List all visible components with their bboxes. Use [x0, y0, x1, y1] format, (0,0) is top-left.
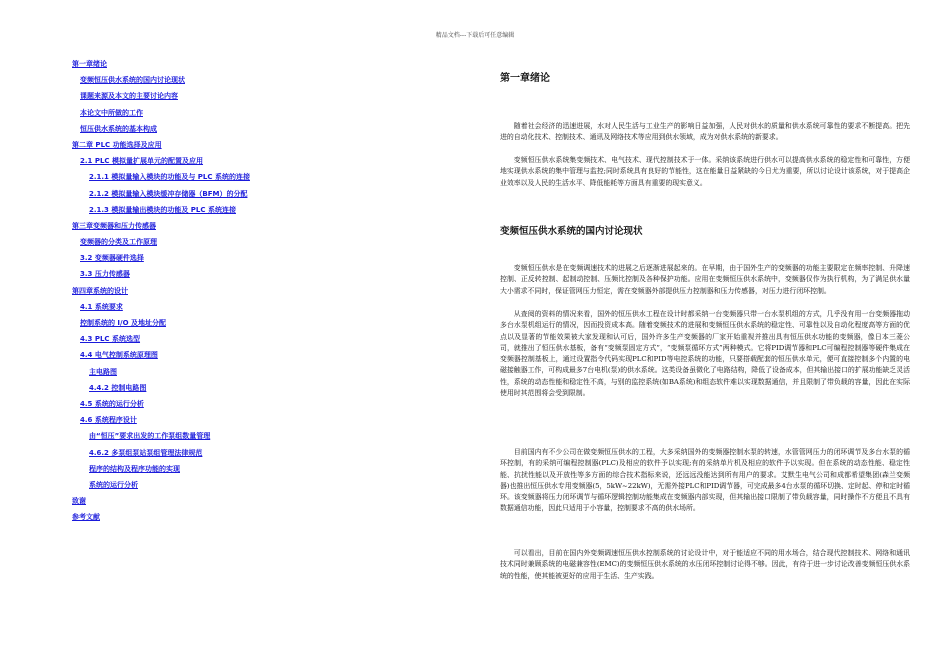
- toc-link[interactable]: 第三章变频器和压力传感器: [72, 221, 156, 230]
- paragraph-2: 变频恒压供水系统集变频技术、电气技术、现代控制技术于一体。采纳该系统进行供水可以提高供水系统的稳定性和可靠性，方便地实现供水系统的集中管理与监控;同时系统具有良好的节能性，这在能量日益紧缺的今日尤为重要，所以讨论设计该系统，对于提高企业效率以及人民的生活水平、降低能耗等方面具有重要的现实意义。: [500, 156, 910, 187]
- page-header: 精品文档---下载后可任意编辑: [435, 32, 515, 39]
- paragraph-5: 目前国内有不少公司在做变频恒压供水的工程，大多采纳国外的变频器控制水泵的转速，水管管网压力的闭环调节及多台水泵的循环控制，有的采纳可编程控制器(PLC)及相应的软件予以实现;有的采纳单片机及相应的软件予以实现。但在系统的动态性能、稳定性能、抗扰性能以及开放性等多方面的综合技术指标来说，还远远没能达到所有用户的要求。艾默生电气公司和成都希望集团(森兰变频器)也推出恒压供水专用变频器(5，5kW~22kW)，无需外接PLC和PID调节器，可完成最多4台水泵的循环切换、定时起、停和定时循环。该变频器将压力闭环调节与循环逻辑控制功能集成在变频器内部实现，但其输出接口限制了带负载容量，同时操作不方便且不具有数据通信功能，因此只适用于小容量，控制要求不高的供水场所。: [500, 448, 910, 513]
- toc-link[interactable]: 第二章 PLC 功能选择及应用: [72, 140, 162, 149]
- toc-link[interactable]: 系统的运行分析: [89, 480, 138, 489]
- toc-link[interactable]: 4.6 系统程序设计: [80, 416, 137, 425]
- toc-link[interactable]: 2.1.3 模拟量输出模块的功能及 PLC 系统连接: [89, 205, 236, 214]
- paragraph-1: 随着社会经济的迅速进展，水对人民生活与工业生产的影响日益加强，人民对供水的质量和供水系统可靠性的要求不断提高。把先进的自动化技术、控制技术、通讯及网络技术等应用到供水领域，成为对供水系统的新要求。: [500, 122, 910, 142]
- toc-link[interactable]: 程序的结构及程序功能的实现: [89, 464, 180, 473]
- toc-link[interactable]: 致谢: [72, 497, 86, 506]
- toc-link[interactable]: 4.6.2 多泵组泵站泵组管理法律规范: [89, 448, 203, 457]
- toc-link[interactable]: 本论文中所做的工作: [80, 108, 143, 117]
- toc-link[interactable]: 恒压供水系统的基本构成: [80, 124, 157, 133]
- toc-link[interactable]: 2.1.2 模拟量输入模块缓冲存储器（BFM）的分配: [89, 189, 248, 198]
- toc-link[interactable]: 3.3 压力传感器: [80, 270, 130, 279]
- toc-link[interactable]: 4.3 PLC 系统选型: [80, 335, 141, 344]
- toc-link[interactable]: 4.4 电气控制系统原理图: [80, 351, 158, 360]
- toc-link[interactable]: 3.2 变频器硬件选择: [80, 254, 144, 263]
- toc-link[interactable]: 第一章绪论: [72, 60, 107, 68]
- toc-link[interactable]: 2.1 PLC 模拟量扩展单元的配置及应用: [80, 157, 204, 166]
- toc-link[interactable]: 主电路图: [89, 367, 117, 376]
- toc-link[interactable]: 2.1.1 模拟量输入模块的功能及与 PLC 系统的连接: [89, 173, 250, 182]
- paragraph-6: 可以看出，目前在国内外变频调速恒压供水控制系统的讨论设计中，对于能适应不同的用水场合，结合现代控制技术、网络和通讯技术同时兼顾系统的电磁兼容性(EMC)的变频恒压供水系统的水压闭环控制讨论得不够。因此，有待于进一步讨论改善变频恒压供水系统的性能，使其能被更好的应用于生活、生产实践。: [500, 549, 910, 580]
- paragraph-3: 变频恒压供水是在变频调速技术的进展之后逐渐进展起来的。在早期，由于国外生产的变频器的功能主要限定在频率控制、升降速控制、正反转控制、起制动控制、压频比控制及各种保护功能。应用在变频恒压供水系统中，变频器仅作为执行机构，为了满足供水量大小需求不同时，保证管网压力恒定，需在变频器外部提供压力控制器和压力传感器，对压力进行闭环控制。: [500, 264, 910, 295]
- toc-link[interactable]: 4.5 系统的运行分析: [80, 399, 144, 408]
- toc-link[interactable]: 4.1 系统要求: [80, 302, 123, 311]
- toc-link[interactable]: 变频器的分类及工作原理: [80, 238, 157, 247]
- toc-link[interactable]: 4.4.2 控制电路图: [89, 383, 147, 392]
- toc-link[interactable]: 由“恒压”要求出发的工作泵组数量管理: [89, 432, 211, 441]
- section-title: 变频恒压供水系统的国内讨论现状: [500, 226, 643, 237]
- toc-link[interactable]: 控制系统的 I/O 及地址分配: [80, 319, 166, 327]
- paragraph-4: 从查阅的资料的情况来看，国外的恒压供水工程在设计时都采纳一台变频器只带一台水泵机组的方式，几乎没有用一台变频器拖动多台水泵机组运行的情况，因而投资成本高。随着变频技术的进展和变频恒压供水系统的稳定性、可靠性以及自动化程度高等方面的优点以及显著的节能效果被大家发现和认可后，国外许多生产变频器的厂家开始重视并推出具有恒压供水功能的变频器，像日本三菱公司，就推出了恒压供水基板，备有“变频泵固定方式”，“变频泵循环方式”两种模式。它将PID调节器和PLC可编程控制器等硬件集成在变频器控制基板上，通过设置指令代码实现PLC和PID等电控系统的功能，只要搭载配套的恒压供水单元，便可直接控制多个内置的电磁接触器工作，可构成最多7台电机(泵)的供水系统。这类设备虽微化了电路结构，降低了设备成本，但其输出接口的扩展功能缺乏灵活性，系统的动态性能和稳定性不高，与别的监控系统(如BA系统)和组态软件难以实现数据通信，并且限制了带负载的容量，因此在实际使用时其范围将会受到限制。: [500, 310, 910, 398]
- table-of-contents: [72, 58, 452, 527]
- toc-link[interactable]: 变频恒压供水系统的国内讨论现状: [80, 76, 185, 85]
- chapter-title: 第一章绪论: [500, 73, 550, 84]
- toc-link[interactable]: 课题来源及本文的主要讨论内容: [80, 92, 178, 101]
- toc-link[interactable]: 第四章系统的设计: [72, 286, 128, 295]
- toc-link[interactable]: 参考文献: [72, 513, 100, 522]
